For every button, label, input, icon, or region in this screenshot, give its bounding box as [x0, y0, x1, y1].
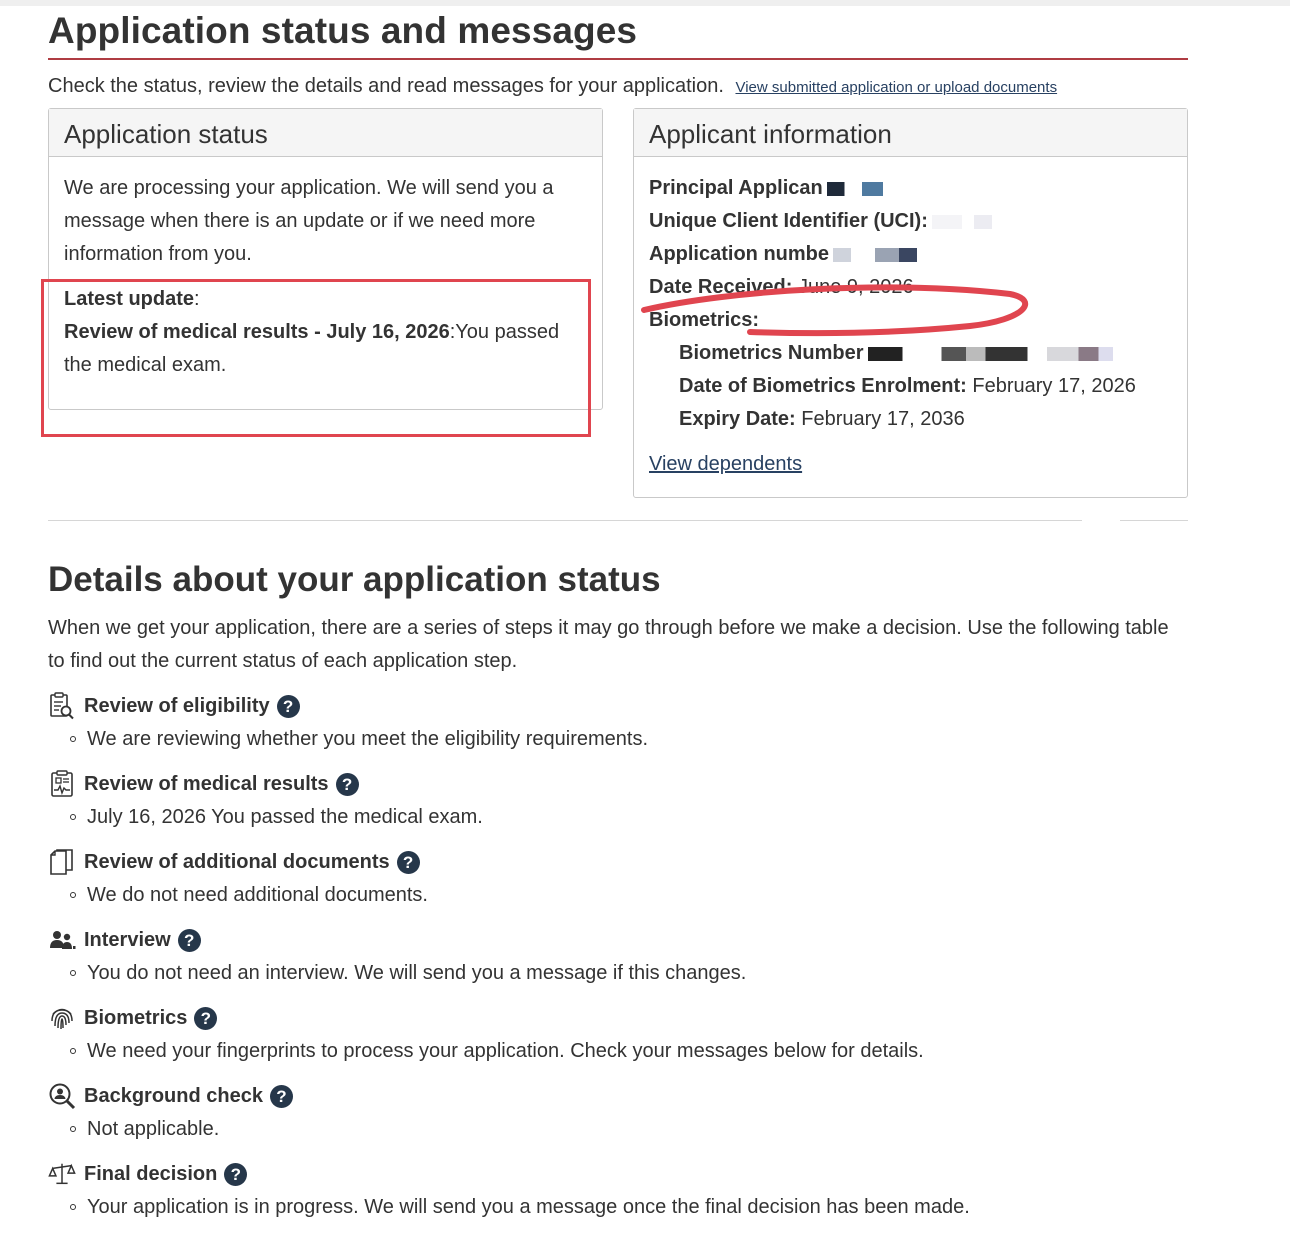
page-intro [48, 72, 1057, 102]
bullet-icon [70, 736, 76, 742]
application-status-heading: Application status [49, 109, 602, 157]
principal-applicant-row [649, 172, 1172, 205]
redacted-value [932, 215, 992, 229]
documents-icon [48, 848, 76, 876]
principal-applicant-label: Principal Applican [649, 177, 823, 199]
background-check-icon [48, 1082, 76, 1110]
step-title: Review of eligibility [84, 694, 270, 717]
date-received-row [649, 271, 1172, 304]
redacted-value [833, 248, 953, 262]
help-icon[interactable]: ? [277, 695, 300, 718]
step-title: Final decision [84, 1162, 218, 1185]
step-title: Biometrics [84, 1006, 188, 1029]
application-number-label: Application numbe [649, 243, 829, 265]
bullet-icon [70, 892, 76, 898]
intro-text: Check the status, review the details and read messages for your application. [48, 75, 724, 97]
step-status: Not applicable. [87, 1118, 220, 1140]
application-number-row [649, 238, 1172, 271]
help-icon[interactable]: ? [178, 929, 201, 952]
enrolment-date-row [649, 370, 1172, 403]
enrolment-date-value: February 17, 2026 [972, 375, 1136, 397]
uci-label: Unique Client Identifier (UCI): [649, 210, 928, 232]
steps-list [48, 690, 1188, 1236]
applicant-information-heading: Applicant information [634, 109, 1187, 157]
uci-row [649, 205, 1172, 238]
details-intro: When we get your application, there are a series of steps it may go through before we make a decision. Use the following table to find out the current status of each application step. [48, 617, 1169, 672]
step-title: Background check [84, 1084, 263, 1107]
redacted-value [827, 182, 897, 196]
biometrics-number-row [649, 337, 1172, 370]
applicant-information-panel [633, 108, 1188, 498]
help-icon[interactable]: ? [270, 1085, 293, 1108]
enrolment-date-label: Date of Biometrics Enrolment: [679, 375, 967, 397]
bullet-icon [70, 1048, 76, 1054]
step-review-of-additional-documents [48, 846, 1188, 924]
scales-icon [48, 1160, 76, 1188]
red-highlight-box [41, 279, 591, 437]
title-rule [48, 58, 1188, 60]
details-heading: Details about your application status [48, 560, 661, 599]
view-submitted-application-link[interactable]: View submitted application or upload documents [735, 79, 1058, 96]
step-status: We need your fingerprints to process your application. Check your messages below for details. [87, 1040, 924, 1062]
section-divider [1120, 520, 1188, 521]
step-review-of-medical-results [48, 768, 1188, 846]
latest-update-title: Review of medical results - July 16, 2026 [64, 321, 450, 343]
step-status: We do not need additional documents. [87, 884, 428, 906]
expiry-date-value: February 17, 2036 [801, 408, 965, 430]
help-icon[interactable]: ? [336, 773, 359, 796]
step-review-of-eligibility [48, 690, 1188, 768]
expiry-date-label: Expiry Date: [679, 408, 796, 430]
step-title: Interview [84, 928, 171, 951]
step-status: Your application is in progress. We will send you a message once the final decision has been made. [87, 1196, 970, 1218]
medical-icon [48, 770, 76, 798]
page-title: Application status and messages [48, 10, 638, 51]
help-icon[interactable]: ? [224, 1163, 247, 1186]
latest-update-label: Latest update [64, 288, 195, 310]
help-icon[interactable]: ? [397, 851, 420, 874]
step-biometrics [48, 1002, 1188, 1080]
status-body-text: We are processing your application. We will send you a message when there is an update or if we need more information from you. [64, 177, 554, 265]
latest-update-text: :You passed the medical exam. [64, 321, 560, 376]
biometrics-number-label: Biometrics Number [679, 342, 864, 364]
date-received-label: Date Received: [649, 276, 793, 298]
step-status: We are reviewing whether you meet the eligibility requirements. [87, 728, 649, 750]
fingerprint-icon [48, 1004, 76, 1032]
step-title: Review of medical results [84, 772, 329, 795]
date-received-value: June 9, 2026 [797, 276, 914, 298]
interview-icon [48, 926, 76, 954]
step-status: You do not need an interview. We will send you a message if this changes. [87, 962, 747, 984]
eligibility-icon [48, 692, 76, 720]
redacted-value [868, 347, 1113, 361]
latest-update-colon: : [194, 288, 200, 310]
top-bar [0, 0, 1290, 6]
step-status: July 16, 2026 You passed the medical exam. [87, 806, 483, 828]
step-interview [48, 924, 1188, 1002]
biometrics-label: Biometrics: [649, 309, 760, 331]
bullet-icon [70, 1204, 76, 1210]
bullet-icon [70, 970, 76, 976]
step-final-decision [48, 1158, 1188, 1236]
section-divider [48, 520, 1082, 521]
view-dependents-link[interactable]: View dependents [649, 453, 803, 475]
bullet-icon [70, 814, 76, 820]
step-title: Review of additional documents [84, 850, 390, 873]
help-icon[interactable]: ? [194, 1007, 217, 1030]
bullet-icon [70, 1126, 76, 1132]
expiry-date-row [649, 403, 1172, 436]
step-background-check [48, 1080, 1188, 1158]
